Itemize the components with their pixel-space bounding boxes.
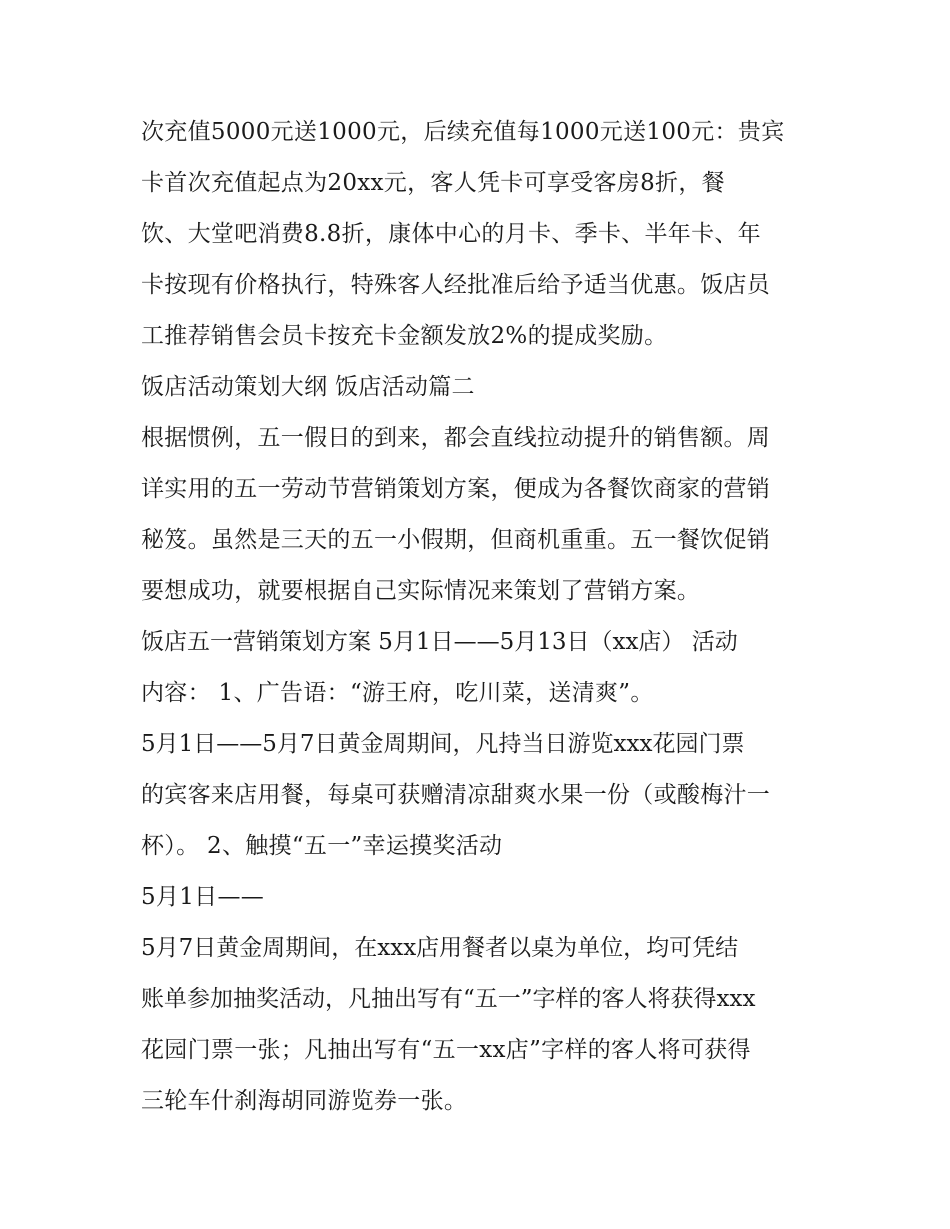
text-line: 秘笈。虽然是三天的五一小假期，但商机重重。五一餐饮促销 xyxy=(141,527,771,553)
text-line: 工推荐销售会员卡按充卡金额发放2%的提成奖励。 xyxy=(141,323,668,349)
text-line: 5月7日黄金周期间，在xxx店用餐者以桌为单位，均可凭结 xyxy=(141,935,739,961)
text-line: 5月1日—— xyxy=(141,884,265,910)
text-line: 详实用的五一劳动节营销策划方案，便成为各餐饮商家的营销 xyxy=(141,476,771,502)
text-line: 账单参加抽奖活动，凡抽出写有“五一”字样的客人将获得xxx xyxy=(141,986,756,1012)
text-line: 三轮车什刹海胡同游览券一张。 xyxy=(141,1088,468,1114)
text-line: 饮、大堂吧消费8.8折，康体中心的月卡、季卡、半年卡、年 xyxy=(141,221,761,247)
text-line: 花园门票一张；凡抽出写有“五一xx店”字样的客人将可获得 xyxy=(141,1037,751,1063)
text-line: 要想成功，就要根据自己实际情况来策划了营销方案。 xyxy=(141,578,701,604)
text-line: 的宾客来店用餐，每桌可获赠清凉甜爽水果一份（或酸梅汁一 xyxy=(141,782,771,808)
text-line: 饭店五一营销策划方案 5月1日——5月13日（xx店） 活动 xyxy=(141,629,738,655)
document-body xyxy=(141,107,821,1127)
section-heading: 饭店活动策划大纲 饭店活动篇二 xyxy=(141,374,475,400)
text-line: 内容： 1、广告语：“游王府，吃川菜，送清爽”。 xyxy=(141,680,654,706)
text-line: 杯）。 2、触摸“五一”幸运摸奖活动 xyxy=(141,833,503,859)
text-line: 根据惯例，五一假日的到来，都会直线拉动提升的销售额。周 xyxy=(141,425,771,451)
text-line: 卡按现有价格执行，特殊客人经批准后给予适当优惠。饭店员 xyxy=(141,272,771,298)
text-line: 5月1日——5月7日黄金周期间，凡持当日游览xxx花园门票 xyxy=(141,731,745,757)
text-line: 次充值5000元送1000元，后续充值每1000元送100元：贵宾 xyxy=(141,119,785,145)
text-line: 卡首次充值起点为20xx元，客人凭卡可享受客房8折，餐 xyxy=(141,170,725,196)
